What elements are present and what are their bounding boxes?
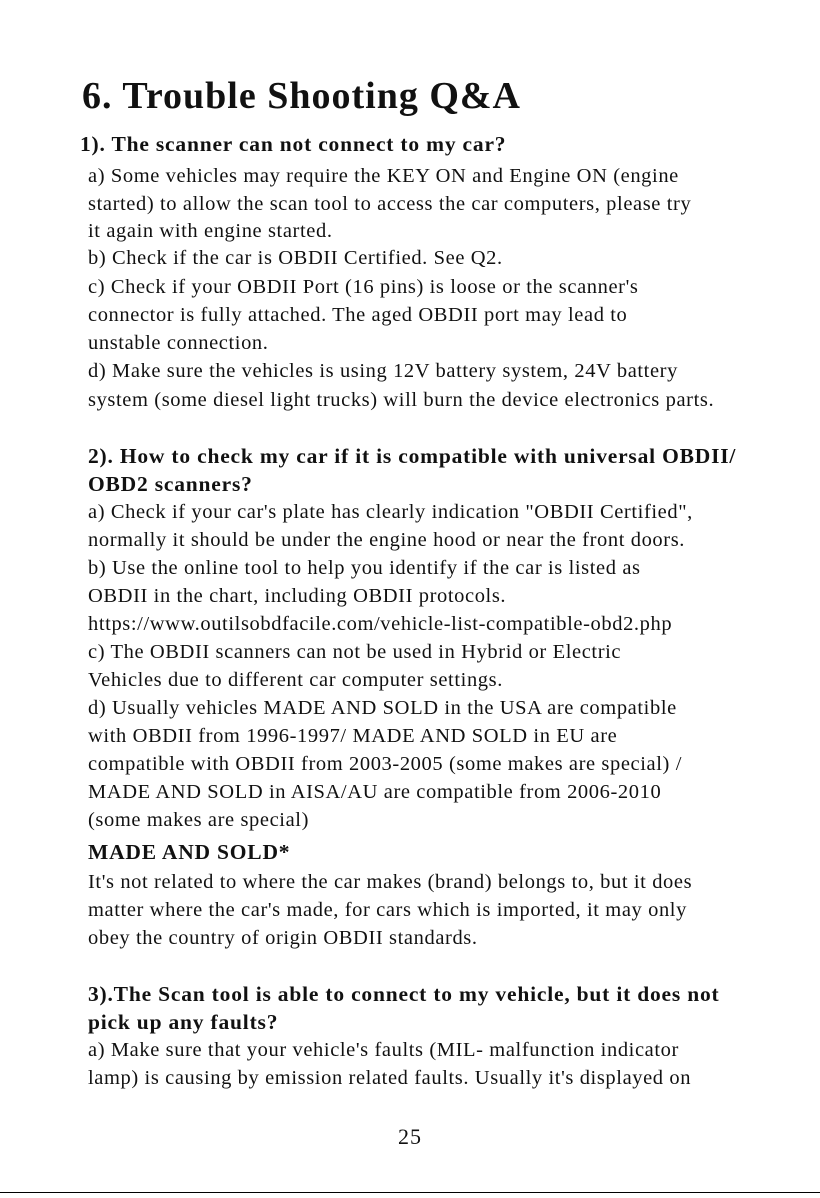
question-1-heading: 1). The scanner can not connect to my car? bbox=[80, 132, 507, 156]
bottom-divider bbox=[0, 1192, 820, 1193]
made-and-sold-heading: MADE AND SOLD* bbox=[88, 840, 291, 864]
section-title: 6. Trouble Shooting Q&A bbox=[82, 75, 521, 117]
q1-line: a) Some vehicles may require the KEY ON and Engine ON (engine bbox=[88, 165, 679, 187]
q1-line: unstable connection. bbox=[88, 332, 269, 354]
made-note-line: matter where the car's made, for cars which is imported, it may only bbox=[88, 899, 687, 921]
made-note-line: It's not related to where the car makes (brand) belongs to, but it does bbox=[88, 871, 693, 893]
q1-line: it again with engine started. bbox=[88, 220, 333, 242]
q2-line: OBDII in the chart, including OBDII protocols. bbox=[88, 585, 507, 607]
q1-line: connector is fully attached. The aged OBDII port may lead to bbox=[88, 304, 628, 326]
q1-line: c) Check if your OBDII Port (16 pins) is loose or the scanner's bbox=[88, 276, 639, 298]
q2-line: MADE AND SOLD in AISA/AU are compatible from 2006-2010 bbox=[88, 781, 662, 803]
question-2-heading: 2). How to check my car if it is compatible with universal OBDII/ bbox=[88, 444, 737, 468]
q3-line: a) Make sure that your vehicle's faults (MIL- malfunction indicator bbox=[88, 1039, 679, 1061]
q2-line: Vehicles due to different car computer settings. bbox=[88, 669, 503, 691]
q2-line: with OBDII from 1996-1997/ MADE AND SOLD in EU are bbox=[88, 725, 618, 747]
q2-line: b) Use the online tool to help you identify if the car is listed as bbox=[88, 557, 641, 579]
question-3-heading: 3).The Scan tool is able to connect to my vehicle, but it does not bbox=[88, 982, 720, 1006]
made-note-line: obey the country of origin OBDII standards. bbox=[88, 927, 478, 949]
q2-line: a) Check if your car's plate has clearly indication "OBDII Certified", bbox=[88, 501, 693, 523]
q2-url: https://www.outilsobdfacile.com/vehicle-list-compatible-obd2.php bbox=[88, 613, 673, 635]
q2-line: compatible with OBDII from 2003-2005 (some makes are special) / bbox=[88, 753, 682, 775]
q2-line: d) Usually vehicles MADE AND SOLD in the USA are compatible bbox=[88, 697, 677, 719]
q1-line: system (some diesel light trucks) will burn the device electronics parts. bbox=[88, 389, 715, 411]
question-2-heading-continued: OBD2 scanners? bbox=[88, 472, 253, 496]
q2-line: normally it should be under the engine hood or near the front doors. bbox=[88, 529, 686, 551]
q1-line: d) Make sure the vehicles is using 12V battery system, 24V battery bbox=[88, 360, 678, 382]
question-3-heading-continued: pick up any faults? bbox=[88, 1010, 279, 1034]
q2-line: (some makes are special) bbox=[88, 809, 310, 831]
q1-line: started) to allow the scan tool to access the car computers, please try bbox=[88, 193, 692, 215]
q2-line: c) The OBDII scanners can not be used in Hybrid or Electric bbox=[88, 641, 622, 663]
q3-line: lamp) is causing by emission related faults. Usually it's displayed on bbox=[88, 1067, 692, 1089]
page-number: 25 bbox=[398, 1124, 422, 1149]
q1-line: b) Check if the car is OBDII Certified. See Q2. bbox=[88, 247, 503, 269]
